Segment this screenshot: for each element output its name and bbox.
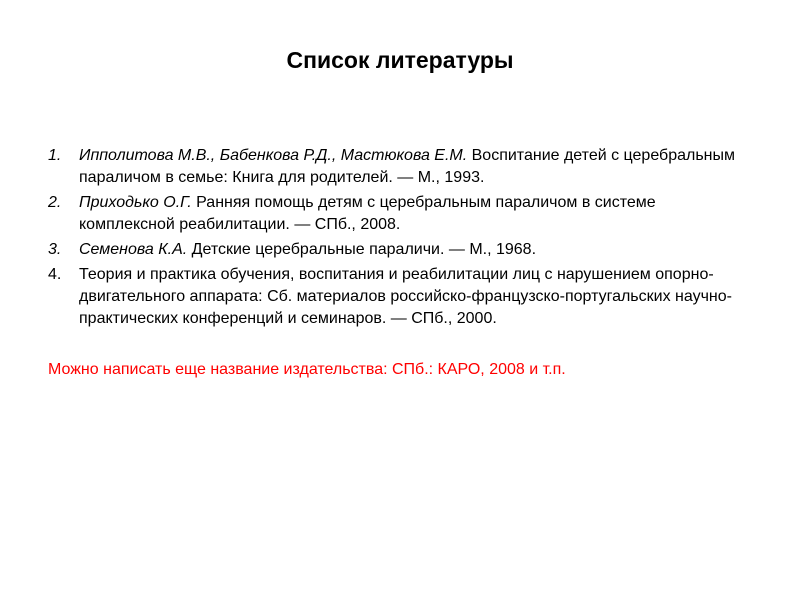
reference-number: 1. bbox=[48, 147, 62, 164]
reference-number: 3. bbox=[48, 241, 62, 258]
reference-number: 2. bbox=[48, 194, 62, 211]
reference-list bbox=[48, 145, 738, 333]
reference-text: Теория и практика обучения, воспитания и реабилитации лиц с нарушением опорно-двигательного аппарата: Сб. материалов российско-французско-португальских научно-практических конференций и семинаров. — СПб., 2000. bbox=[79, 266, 732, 327]
publisher-note: Можно написать еще название издательства: СПб.: КАРО, 2008 и т.п. bbox=[48, 361, 566, 378]
reference-text: Воспитание детей с церебральным параличом в семье: Книга для родителей. — М., 1993. bbox=[79, 147, 736, 186]
reference-text: Детские церебральные параличи. — М., 1968. bbox=[187, 241, 537, 258]
reference-author: Приходько О.Г. bbox=[79, 194, 192, 211]
reference-author: Ипполитова М.В., Бабенкова Р.Д., Мастюкова Е.М. bbox=[79, 147, 468, 164]
reference-number: 4. bbox=[48, 266, 62, 283]
reference-item bbox=[48, 264, 738, 330]
reference-text: Ранняя помощь детям с церебральным параличом в системе комплексной реабилитации. — СПб., 2008. bbox=[79, 194, 656, 233]
reference-author: Семенова К.А. bbox=[79, 241, 188, 258]
slide-title: Список литературы bbox=[286, 47, 514, 73]
reference-item bbox=[48, 239, 738, 261]
reference-item bbox=[48, 192, 738, 236]
reference-item bbox=[48, 145, 738, 189]
